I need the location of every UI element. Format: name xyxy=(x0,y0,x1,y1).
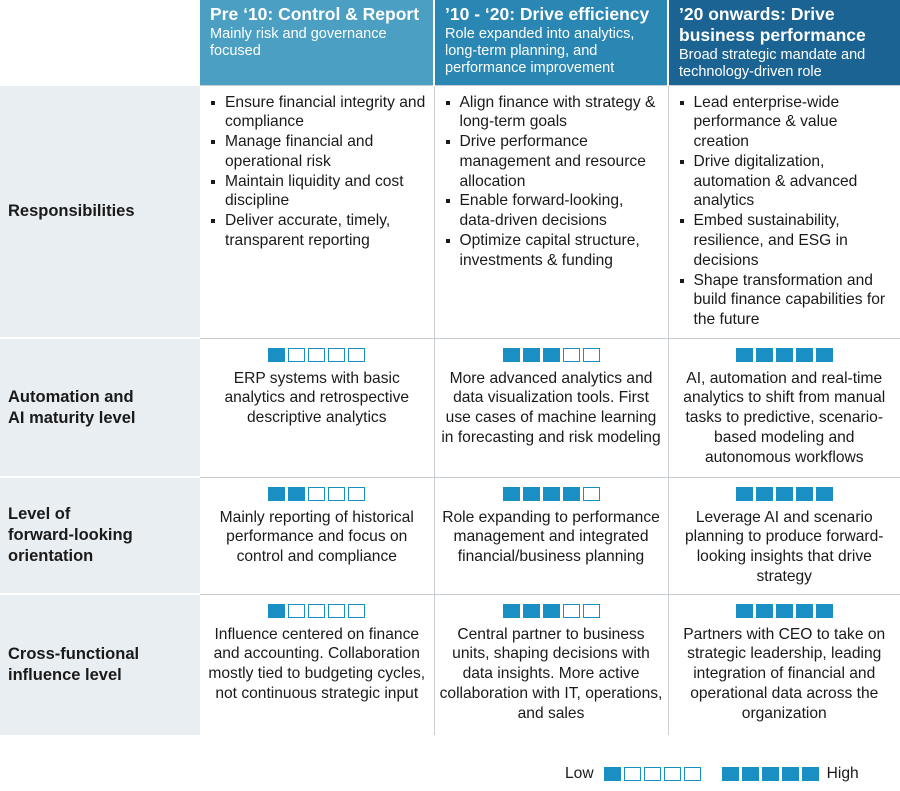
bullet-list xyxy=(210,93,428,251)
cell-text: More advanced analytics and data visualization tools. First use cases of machine learning in forecasting and risk modeling xyxy=(441,369,661,446)
level-square-empty xyxy=(308,487,325,501)
cell-text: Partners with CEO to take on strategic leadership, leading integration of financial and operational data across the organization xyxy=(683,625,886,722)
level-square-filled xyxy=(563,487,580,501)
level-square-filled xyxy=(268,487,285,501)
level-square-empty xyxy=(624,767,641,781)
level-square-filled xyxy=(268,348,285,362)
bullet-item: Align finance with strategy & long-term goals xyxy=(445,93,662,133)
row-label-text: forward-looking xyxy=(8,526,133,544)
row-label-text: orientation xyxy=(8,547,94,565)
row-label-influence xyxy=(0,594,200,735)
level-indicator xyxy=(673,604,897,618)
level-square-filled xyxy=(523,487,540,501)
forward-col-3 xyxy=(668,477,900,594)
row-label-text: AI maturity level xyxy=(8,408,136,427)
level-square-empty xyxy=(288,348,305,362)
level-square-filled xyxy=(776,487,793,501)
level-square-filled xyxy=(816,487,833,501)
level-square-empty xyxy=(288,604,305,618)
level-indicator xyxy=(673,348,897,362)
legend-low-label: Low xyxy=(565,765,594,782)
level-square-filled xyxy=(543,348,560,362)
header-subtitle: Role expanded into analytics, long-term planning, and performance improvement xyxy=(445,26,635,76)
row-label-text: influence level xyxy=(8,666,122,684)
level-square-filled xyxy=(782,767,799,781)
cell-text: ERP systems with basic analytics and retrospective descriptive analytics xyxy=(224,369,410,427)
row-label-text: Level of xyxy=(8,505,71,523)
bullet-item: Enable forward-looking, data-driven decisions xyxy=(445,191,662,231)
header-subtitle: Broad strategic mandate and technology-driven role xyxy=(679,47,866,80)
level-square-filled xyxy=(776,604,793,618)
level-square-empty xyxy=(563,348,580,362)
level-square-filled xyxy=(288,487,305,501)
cell-text: Influence centered on finance and accounting. Collaboration mostly tied to budgeting cycles, not continuous strategic input xyxy=(208,625,426,702)
bullet-list xyxy=(679,93,895,331)
header-title: Pre ‘10: Control & Report xyxy=(210,4,420,24)
bullet-item: Deliver accurate, timely, transparent reporting xyxy=(210,211,428,251)
level-square-empty xyxy=(348,487,365,501)
cell-text: Central partner to business units, shaping decisions with data insights. More active collaboration with IT, operations, and sales xyxy=(439,625,663,722)
cell-text: AI, automation and real-time analytics to shift from manual tasks to predictive, scenario-based modeling and autonomous workflows xyxy=(683,369,886,466)
automation-col-1 xyxy=(200,338,434,477)
corner-empty xyxy=(0,0,200,85)
level-square-filled xyxy=(268,604,285,618)
legend-high-label: High xyxy=(826,765,859,782)
level-square-filled xyxy=(523,348,540,362)
level-square-filled xyxy=(796,348,813,362)
level-square-filled xyxy=(756,604,773,618)
row-label-responsibilities xyxy=(0,85,200,338)
level-square-filled xyxy=(756,348,773,362)
bullet-item: Manage financial and operational risk xyxy=(210,132,428,172)
influence-col-2 xyxy=(434,594,668,735)
bullet-item: Optimize capital structure, investments & funding xyxy=(445,231,662,271)
header-2020-onwards xyxy=(668,0,900,85)
row-label-automation xyxy=(0,338,200,477)
level-indicator xyxy=(673,487,897,501)
level-square-filled xyxy=(762,767,779,781)
bullet-item: Drive performance management and resource allocation xyxy=(445,132,662,191)
cell-text: Leverage AI and scenario planning to produce forward-looking insights that drive strategy xyxy=(684,508,884,585)
level-indicator xyxy=(204,487,430,501)
level-indicator xyxy=(439,487,664,501)
bullet-list xyxy=(445,93,662,271)
influence-col-3 xyxy=(668,594,900,735)
level-square-empty xyxy=(308,604,325,618)
row-label-text: Automation and xyxy=(8,387,134,406)
level-square-filled xyxy=(736,487,753,501)
legend xyxy=(565,765,859,783)
level-square-filled xyxy=(503,604,520,618)
level-square-filled xyxy=(776,348,793,362)
bullet-item: Maintain liquidity and cost discipline xyxy=(210,172,428,212)
forward-col-1 xyxy=(200,477,434,594)
header-pre-2010 xyxy=(200,0,434,85)
level-square-empty xyxy=(563,604,580,618)
level-indicator xyxy=(204,604,430,618)
level-square-empty xyxy=(664,767,681,781)
bullet-item: Ensure financial integrity and compliance xyxy=(210,93,428,133)
level-square-empty xyxy=(348,348,365,362)
responsibilities-col-1 xyxy=(200,85,434,338)
level-square-empty xyxy=(328,604,345,618)
bullet-item: Embed sustainability, resilience, and ESG in decisions xyxy=(679,211,895,270)
level-square-filled xyxy=(742,767,759,781)
bullet-item: Drive digitalization, automation & advanced analytics xyxy=(679,152,895,211)
level-square-filled xyxy=(816,348,833,362)
forward-col-2 xyxy=(434,477,668,594)
header-title: ’10 - ‘20: Drive efficiency xyxy=(445,4,650,24)
level-square-empty xyxy=(684,767,701,781)
row-label-forward-looking xyxy=(0,477,200,594)
level-square-empty xyxy=(328,487,345,501)
level-square-empty xyxy=(583,604,600,618)
influence-col-1 xyxy=(200,594,434,735)
level-square-filled xyxy=(736,604,753,618)
level-square-empty xyxy=(583,487,600,501)
automation-col-2 xyxy=(434,338,668,477)
level-indicator xyxy=(439,348,664,362)
level-square-filled xyxy=(802,767,819,781)
level-square-empty xyxy=(583,348,600,362)
level-square-filled xyxy=(722,767,739,781)
level-square-filled xyxy=(796,604,813,618)
header-subtitle: Mainly risk and governance focused xyxy=(210,26,387,59)
header-2010-2020 xyxy=(434,0,668,85)
level-square-filled xyxy=(736,348,753,362)
level-square-filled xyxy=(604,767,621,781)
bullet-item: Shape transformation and build finance capabilities for the future xyxy=(679,271,895,330)
level-square-empty xyxy=(348,604,365,618)
cell-text: Mainly reporting of historical performance and focus on control and compliance xyxy=(219,508,414,566)
cell-text: Role expanding to performance management and integrated financial/business planning xyxy=(442,508,660,566)
bullet-item: Lead enterprise-wide performance & value creation xyxy=(679,93,895,152)
level-square-filled xyxy=(503,487,520,501)
row-label-text: Responsibilities xyxy=(8,202,135,220)
level-square-empty xyxy=(644,767,661,781)
level-square-filled xyxy=(756,487,773,501)
row-label-text: Cross-functional xyxy=(8,645,140,663)
legend-high-indicator xyxy=(722,767,819,781)
legend-low-indicator xyxy=(604,767,701,781)
level-indicator xyxy=(439,604,664,618)
level-square-filled xyxy=(503,348,520,362)
level-square-empty xyxy=(328,348,345,362)
level-square-filled xyxy=(796,487,813,501)
level-square-empty xyxy=(308,348,325,362)
automation-col-3 xyxy=(668,338,900,477)
level-square-filled xyxy=(816,604,833,618)
level-square-filled xyxy=(523,604,540,618)
level-square-filled xyxy=(543,604,560,618)
responsibilities-col-2 xyxy=(434,85,668,338)
responsibilities-col-3 xyxy=(668,85,900,338)
level-indicator xyxy=(204,348,430,362)
level-square-filled xyxy=(543,487,560,501)
header-title: ’20 onwards: Drive business performance xyxy=(679,4,866,45)
